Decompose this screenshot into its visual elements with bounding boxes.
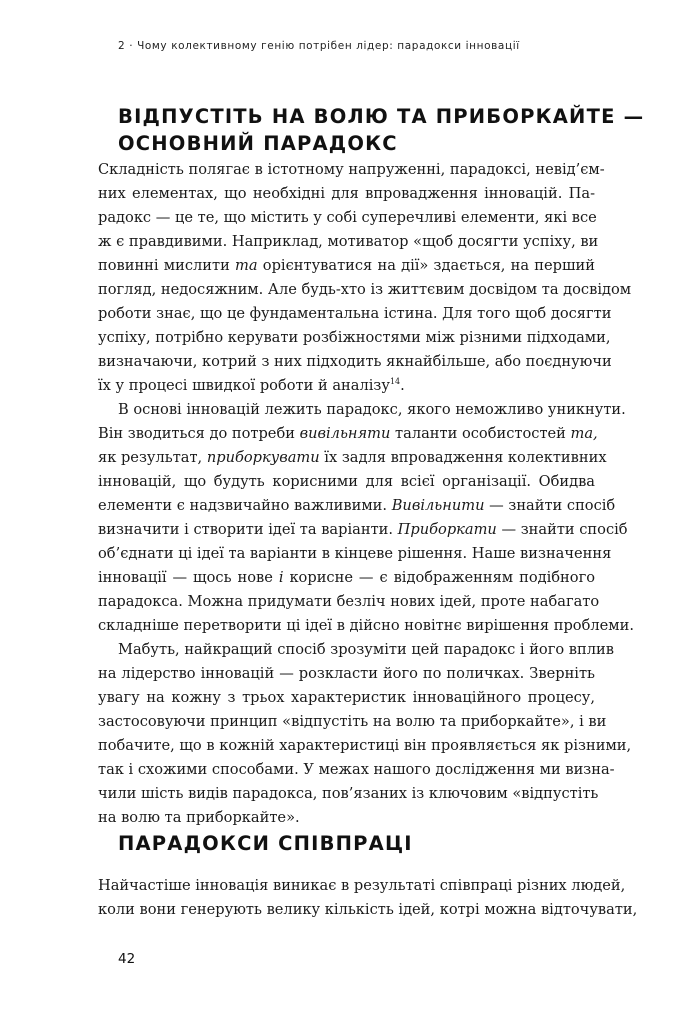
- text-line: парадокса. Можна придумати безліч нових ідей, проте набагато: [98, 593, 600, 610]
- text-line: визначаючи, котрий з них підходить якнайбільше, або поєднуючи: [98, 353, 612, 370]
- text-line: ж є правдивими. Наприклад, мотиватор «щоб досягти успіху, ви: [98, 233, 599, 250]
- text-line: їх у процесі швидкої роботи й аналізу$^{14}$.: [98, 377, 405, 394]
- heading-line: ВІДПУСТІТЬ НА ВОЛЮ ТА ПРИБОРКАЙТЕ —: [118, 105, 645, 128]
- text-line: Найчастіше інновація виникає в результаті співпраці різних людей,: [98, 877, 626, 894]
- emphasis: Приборкати: [397, 521, 497, 538]
- emphasis: вивільняти: [299, 425, 391, 442]
- text-line: побачите, що в кожній характеристиці він проявляється як різними,: [98, 737, 632, 754]
- heading-line: ОСНОВНИЙ ПАРАДОКС: [118, 132, 398, 155]
- text-line: на лідерство інновацій — розкласти його по поличках. Зверніть: [98, 665, 595, 682]
- text-line: Він зводиться до потреби вивільняти таланти особистостей та,: [98, 425, 598, 442]
- text-line: них елементах, що необхідні для впровадження інновацій. Па-: [98, 185, 595, 202]
- text-line: об’єднати ці ідеї та варіанти в кінцеве рішення. Наше визначення: [98, 545, 612, 562]
- text-line: погляд, недосяжним. Але будь-хто із життєвим досвідом та досвідом: [98, 281, 632, 298]
- emphasis: і: [278, 569, 284, 586]
- text-line: радокс — це те, що містить у собі суперечливі елементи, які все: [98, 209, 597, 226]
- text-line: коли вони генерують велику кількість ідей, котрі можна відточувати,: [98, 901, 638, 918]
- text-line: Складність полягає в істотному напруженні, парадоксі, невід’єм-: [98, 161, 605, 178]
- text-line: елементи є надзвичайно важливими. Вивільнити — знайти спосіб: [98, 497, 616, 514]
- text-line: Мабуть, найкращий спосіб зрозуміти цей парадокс і його вплив: [118, 641, 614, 658]
- text-line: чили шість видів парадокса, пов’язаних із ключовим «відпустіть: [98, 785, 599, 802]
- emphasis: та,: [570, 425, 598, 442]
- text-line: на волю та приборкайте».: [98, 809, 300, 826]
- emphasis: та: [235, 257, 258, 274]
- section-heading-collaboration-paradoxes: ПАРАДОКСИ СПІВПРАЦІ: [118, 832, 413, 855]
- running-header: 2 · Чому колективному генію потрібен лідер: парадокси інновації: [118, 40, 520, 52]
- text-line: успіху, потрібно керувати розбіжностями між різними підходами,: [98, 329, 611, 346]
- page-number: 42: [118, 951, 136, 967]
- text-line: В основі інновацій лежить парадокс, якого неможливо уникнути.: [118, 401, 626, 418]
- text-line: як результат, приборкувати їх задля впровадження колективних: [98, 449, 607, 466]
- text-line: роботи знає, що це фундаментальна істина. Для того щоб досягти: [98, 305, 612, 322]
- text-line: так і схожими способами. У межах нашого дослідження ми визна-: [98, 761, 615, 778]
- text-line: інновації — щось нове і корисне — є відображенням подібного: [98, 569, 596, 586]
- text-line: складніше перетворити ці ідеї в дійсно новітнє вирішення проблеми.: [98, 617, 634, 634]
- text-line: повинні мислити та орієнтуватися на дії» здається, на перший: [98, 257, 595, 274]
- text-line: інновацій, що будуть корисними для всієї організації. Обидва: [98, 473, 595, 490]
- footnote-reference: 14: [389, 377, 401, 386]
- text-line: визначити і створити ідеї та варіанти. Приборкати — знайти спосіб: [98, 521, 628, 538]
- text-line: застосовуючи принцип «відпустіть на волю та приборкайте», і ви: [98, 713, 607, 730]
- text-line: увагу на кожну з трьох характеристик інноваційного процесу,: [98, 689, 595, 706]
- emphasis: Вивільнити: [391, 497, 485, 514]
- section-heading-release-and-tame: [118, 103, 644, 157]
- emphasis: приборкувати: [206, 449, 320, 466]
